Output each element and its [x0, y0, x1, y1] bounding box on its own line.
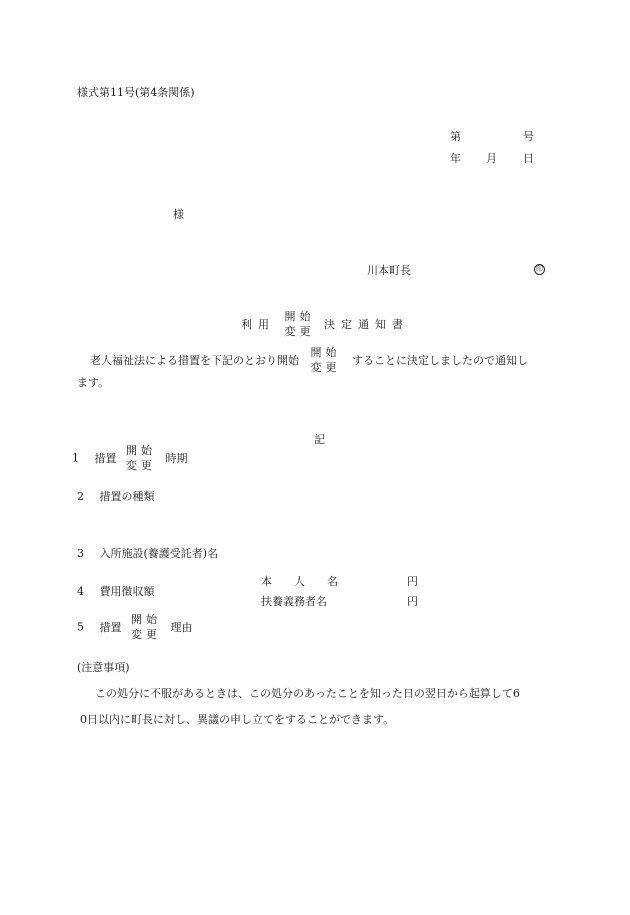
body-line-2: ます。 [77, 376, 110, 389]
item-3 [77, 545, 218, 561]
item-1-num: 1 [72, 451, 79, 465]
number-dai: 第 [450, 130, 461, 143]
item-1 [72, 443, 188, 473]
item-4-label: 費用徴収額 [99, 585, 155, 598]
item-3-label: 入所施設(養護受託者)名 [99, 547, 219, 560]
item-2-num: 2 [77, 490, 84, 503]
item-5-post: 理由 [170, 621, 193, 634]
body-stack-bottom: 変更 [310, 361, 341, 374]
notes-line-1: この処分に不服があるときは、この処分のあったことを知った日の翌日から起算して6 [95, 687, 520, 700]
body-post: することに決定しましたので通知し [352, 354, 528, 367]
date-year: 年 [450, 152, 461, 165]
item-5-stack-bottom: 変更 [131, 628, 161, 641]
item-1-stack-bottom: 変更 [126, 459, 156, 472]
number-go: 号 [523, 130, 534, 143]
title-post: 決定通知書 [324, 318, 409, 331]
document-title [241, 309, 409, 339]
title-stack-bottom: 変更 [284, 325, 315, 338]
item-5-pre: 措置 [99, 621, 122, 634]
item-4-row1-label: 本 人 名 [261, 575, 338, 588]
item-1-stack-top: 開始 [126, 444, 156, 457]
body-stack-top: 開始 [310, 346, 341, 359]
item-1-post: 時期 [165, 452, 188, 465]
item-5-num: 5 [77, 620, 84, 634]
item-4-num: 4 [77, 585, 84, 598]
date-month: 月 [486, 152, 497, 165]
addressee-suffix: 様 [173, 208, 184, 221]
item-5-stack [131, 612, 161, 642]
body-pre: 老人福祉法による措置を下記のとおり開始 [90, 354, 299, 367]
item-2 [77, 488, 155, 504]
item-5-stack-top: 開始 [131, 613, 161, 626]
seal-stamp: 印 [536, 265, 543, 273]
title-pre: 利用 [241, 318, 275, 331]
notes-line-2: 0日以内に町長に対し、異議の申し立てをすることができます。 [80, 713, 395, 726]
item-1-stack [126, 443, 156, 473]
item-4-row2-unit: 円 [407, 595, 418, 608]
title-stack [285, 309, 315, 339]
body-line-1 [90, 345, 528, 375]
item-5 [77, 612, 193, 642]
date-day: 日 [523, 152, 534, 165]
item-4-row1-unit: 円 [407, 575, 418, 588]
item-2-label: 措置の種類 [99, 490, 155, 503]
item-1-pre: 措置 [94, 452, 117, 465]
form-id: 様式第11号(第4条関係) [77, 86, 195, 99]
item-4 [77, 583, 155, 599]
notes-heading: (注意事項) [77, 661, 130, 674]
item-3-num: 3 [77, 547, 84, 560]
item-4-row2-label: 扶養義務者名 [261, 595, 327, 608]
ki-heading: 記 [314, 433, 325, 446]
title-stack-top: 開始 [284, 310, 315, 323]
issuer: 川本町長 [367, 264, 411, 277]
body-stack [311, 345, 341, 375]
